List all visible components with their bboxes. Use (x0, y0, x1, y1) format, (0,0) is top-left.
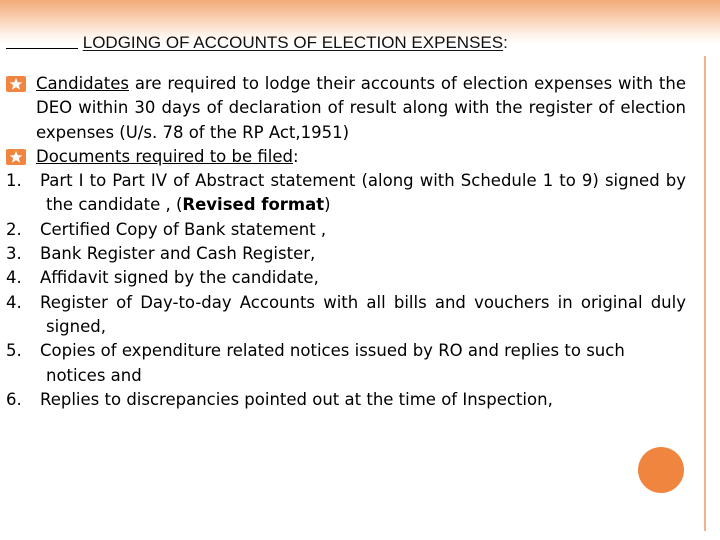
bullet-documents (6, 145, 686, 169)
bullet-lead-documents: Documents required to be filed (36, 146, 293, 166)
item-number: 6. (6, 389, 22, 409)
item-text: Part I to Part IV of Abstract statement (along with Schedule 1 to 9) signed by the candidate , ( (40, 171, 686, 215)
item-number: 5. (6, 341, 22, 361)
star-bullet-icon (6, 76, 26, 92)
title-text: LODGING OF ACCOUNTS OF ELECTION EXPENSES (82, 33, 504, 52)
item-text: Affidavit signed by the candidate, (40, 268, 319, 288)
item-text: Bank Register and Cash Register, (40, 244, 316, 264)
item-number: 4. (6, 292, 22, 312)
item-text: Copies of expenditure related notices issued by RO and replies to such notices and (40, 341, 625, 385)
list-item (6, 242, 686, 266)
star-bullet-icon (6, 149, 26, 165)
slide-body (6, 72, 686, 412)
list-item (6, 291, 686, 340)
item-number: 2. (6, 219, 22, 239)
item-number: 3. (6, 244, 22, 264)
bullet-candidates (6, 72, 686, 145)
bullet-text-candidates: are required to lodge their accounts of election expenses with the DEO within 30 days of declaration of result along with the register of election expenses (U/s. 78 of the RP Act,1951) (36, 74, 686, 142)
decorative-orange-circle (638, 447, 684, 493)
item-number: 4. (6, 268, 22, 288)
item-text: Register of Day-to-day Accounts with all bills and vouchers in original duly signed, (40, 292, 686, 336)
item-text: Certified Copy of Bank statement , (40, 219, 327, 239)
right-border-line (704, 56, 706, 531)
list-item (6, 388, 686, 412)
bullet-text-documents: : (292, 146, 299, 166)
list-item (6, 218, 686, 242)
list-item (6, 339, 686, 388)
bullet-lead-candidates: Candidates (36, 74, 129, 93)
item-text: Replies to discrepancies pointed out at the time of Inspection, (40, 389, 553, 409)
title-underline-lead (6, 47, 78, 49)
list-item (6, 169, 686, 218)
page-title (6, 33, 696, 55)
item-bold-text: Revised format (182, 195, 325, 215)
list-item (6, 266, 686, 290)
item-number: 1. (6, 171, 22, 191)
title-colon: : (503, 33, 508, 52)
item-after-text: ) (324, 195, 331, 215)
